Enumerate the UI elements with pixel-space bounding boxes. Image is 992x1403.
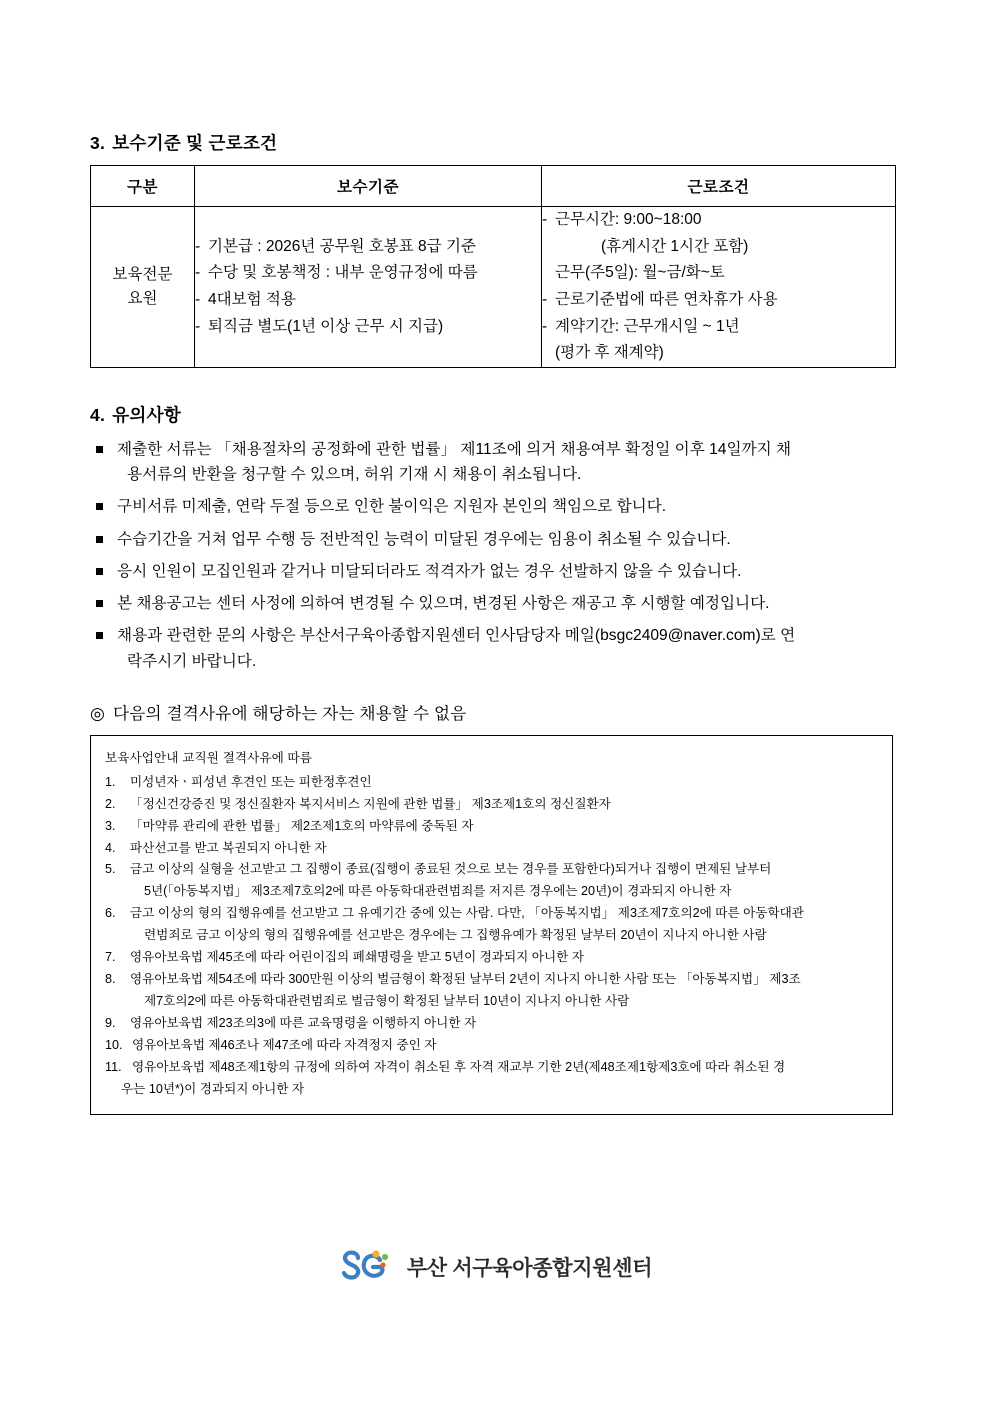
- dash-marker: -: [542, 290, 548, 308]
- dash-marker: -: [195, 290, 201, 308]
- pay-item-text: 퇴직금 별도(1년 이상 근무 시 지급): [208, 317, 444, 335]
- item-text-continued: 련범죄로 금고 이상의 형의 집행유예를 선고받은 경우에는 그 집행유예가 확정된 날부터 20년이 지나지 아니한 사람: [144, 928, 767, 943]
- item-text: 영유아보육법 제54조에 따라 300만원 이상의 벌금형이 확정된 날부터 2년이 지나지 아니한 사람 또는 「아동복지법」 제3조: [130, 972, 801, 986]
- item-number: 4.: [105, 840, 116, 855]
- sg-logo-icon: [340, 1248, 398, 1286]
- pay-item: [195, 260, 541, 287]
- list-item: [90, 527, 900, 552]
- list-item: [105, 1057, 878, 1101]
- notice-line: 락주시기 바랍니다.: [127, 652, 257, 670]
- pay-item: [195, 314, 541, 341]
- item-text: 금고 이상의 형의 집행유예를 선고받고 그 유예기간 중에 있는 사람. 다만, 「아동복지법」 제3조제7호의2에 따른 아동학대관: [130, 906, 804, 921]
- item-text: 영유아보육법 제48조제1항의 규정에 의하여 자격이 취소된 후 자격 재교부 기한 2년(제48조제1항제3호에 따라 취소된 경: [132, 1059, 786, 1074]
- list-item: [105, 1035, 878, 1057]
- item-number: 9.: [105, 1015, 116, 1030]
- notice-line: 본 채용공고는 센터 사정에 의하여 변경될 수 있으며, 변경된 사항은 재공고 후 시행할 예정입니다.: [117, 595, 770, 613]
- item-text: 파산선고를 받고 복권되지 아니한 자: [130, 840, 327, 855]
- item-text: 「마약류 관리에 관한 법률」 제2조제1호의 마약류에 중독된 자: [130, 818, 474, 833]
- division-line-1: 보육전문: [112, 265, 173, 283]
- dash-marker: -: [195, 264, 201, 282]
- condition-sub-workdays: 근무(주5일): 월~금/화~토: [555, 264, 725, 282]
- item-text: 영유아보육법 제23조의3에 따른 교육명령을 이행하지 아니한 자: [130, 1015, 477, 1030]
- item-text: 영유아보육법 제46조나 제47조에 따라 자격정지 중인 자: [132, 1037, 437, 1052]
- disqualification-list: [105, 772, 878, 1101]
- list-item: [105, 772, 878, 794]
- section-heading-pay: [90, 130, 900, 155]
- table-header-pay: 보수기준: [195, 166, 542, 207]
- list-item: [105, 794, 878, 816]
- organization-name: 부산 서구육아종합지원센터: [406, 1257, 653, 1280]
- condition-item: [542, 287, 895, 314]
- item-number: 3.: [105, 818, 116, 833]
- notice-line: 제출한 서류는 「채용절차의 공정화에 관한 법률」 제11조에 의거 채용여부 확정일 이후 14일까지 채: [117, 440, 792, 458]
- dash-marker: -: [542, 211, 548, 228]
- dash-marker: -: [195, 317, 201, 335]
- notice-list: [90, 437, 900, 674]
- notice-line: 용서류의 반환을 청구할 수 있으며, 허위 기재 시 채용이 취소됩니다.: [127, 466, 582, 484]
- pay-item: [195, 234, 541, 261]
- condition-item-text: 계약기간: 근무개시일 ~ 1년: [555, 317, 740, 335]
- section-number: 4.: [90, 404, 106, 425]
- section-title: 유의사항: [112, 404, 182, 425]
- condition-item: [542, 207, 895, 234]
- table-header-division: 구분: [91, 166, 195, 207]
- item-text: 미성년자ㆍ피성년 후견인 또는 피한정후견인: [130, 774, 372, 789]
- list-item: [105, 859, 878, 903]
- list-item: [90, 494, 900, 519]
- dash-marker: -: [542, 317, 548, 335]
- list-item: [105, 947, 878, 969]
- item-number: 7.: [105, 950, 116, 965]
- item-number: 2.: [105, 796, 116, 811]
- page-footer: [0, 1248, 992, 1291]
- disqualification-box-title: 보육사업안내 교직원 결격사유에 따름: [105, 750, 313, 765]
- section-number: 3.: [90, 133, 106, 153]
- notice-line: 수습기간을 거쳐 업무 수행 등 전반적인 능력이 미달된 경우에는 임용이 취소될 수 있습니다.: [117, 530, 731, 548]
- list-item: [90, 437, 900, 488]
- item-number: 11.: [105, 1059, 122, 1074]
- pay-item-text: 4대보험 적용: [208, 290, 296, 308]
- item-text: 「정신건강증진 및 정신질환자 복지서비스 지원에 관한 법률」 제3조제1호의 정신질환자: [130, 796, 611, 811]
- item-number: 10.: [105, 1037, 123, 1052]
- condition-sub-recontract: (평가 후 재계약): [555, 344, 664, 362]
- list-item: [90, 559, 900, 584]
- notice-line: 채용과 관련한 문의 사항은 부산서구육아종합지원센터 인사담당자 메일(bsgc2409@naver.com)로 연: [117, 627, 796, 645]
- pay-item: [195, 287, 541, 314]
- disqualification-heading-text: 다음의 결격사유에 해당하는 자는 채용할 수 없음: [113, 703, 467, 723]
- pay-condition-table: [90, 165, 896, 368]
- section-title: 보수기준 및 근로조건: [112, 133, 278, 153]
- cell-work-conditions: [542, 207, 896, 368]
- dash-marker: -: [195, 237, 201, 255]
- item-text: 영유아보육법 제45조에 따라 어린이집의 폐쇄명령을 받고 5년이 경과되지 아니한 자: [130, 950, 584, 965]
- notice-line: 응시 인원이 모집인원과 같거나 미달되더라도 적격자가 없는 경우 선발하지 않을 수 있습니다.: [117, 562, 742, 580]
- disqualification-box: [90, 735, 893, 1116]
- document-content: [90, 130, 900, 1115]
- list-item: [90, 623, 900, 674]
- item-number: 8.: [105, 972, 116, 986]
- list-item: [105, 838, 878, 860]
- table-row: [91, 207, 896, 368]
- pay-item-text: 기본급 : 2026년 공무원 호봉표 8급 기준: [208, 237, 476, 255]
- list-item: [105, 903, 878, 947]
- list-item: [105, 969, 878, 1013]
- item-number: 6.: [105, 906, 116, 921]
- item-number: 1.: [105, 774, 116, 789]
- list-item: [105, 816, 878, 838]
- list-item: [105, 1013, 878, 1035]
- item-text-continued: 5년(「아동복지법」 제3조제7호의2에 따른 아동학대관련범죄를 저지른 경우에는 20년)이 경과되지 아니한 자: [144, 884, 732, 899]
- condition-sub-break-time: (휴게시간 1시간 포함): [601, 237, 749, 255]
- table-header-row: [91, 166, 896, 207]
- item-text-continued: 우는 10년*)이 경과되지 아니한 자: [121, 1081, 305, 1096]
- disqualification-heading: [90, 700, 900, 724]
- double-circle-icon: ◎: [90, 703, 106, 723]
- list-item: [90, 591, 900, 616]
- pay-item-text: 수당 및 호봉책정 : 내부 운영규정에 따름: [208, 264, 478, 282]
- condition-item-text: 근무시간: 9:00~18:00: [555, 211, 702, 228]
- item-text: 금고 이상의 실형을 선고받고 그 집행이 종료(집행이 종료된 것으로 보는 경우를 포함한다)되거나 집행이 면제된 날부터: [130, 862, 772, 877]
- organization-logo: [340, 1248, 652, 1286]
- division-line-2: 요원: [127, 289, 158, 307]
- cell-pay-standard: [195, 207, 542, 368]
- section-heading-notices: [90, 402, 900, 427]
- table-header-conditions: 근로조건: [542, 166, 896, 207]
- item-number: 5.: [105, 862, 116, 877]
- condition-item: [542, 314, 895, 341]
- cell-division: [91, 207, 195, 368]
- condition-item-text: 근로기준법에 따른 연차휴가 사용: [555, 290, 778, 308]
- item-text-continued: 제7호의2에 따른 아동학대관련범죄로 벌금형이 확정된 날부터 10년이 지나지 아니한 사람: [144, 993, 630, 1008]
- notice-line: 구비서류 미제출, 연락 두절 등으로 인한 불이익은 지원자 본인의 책임으로 합니다.: [117, 498, 667, 516]
